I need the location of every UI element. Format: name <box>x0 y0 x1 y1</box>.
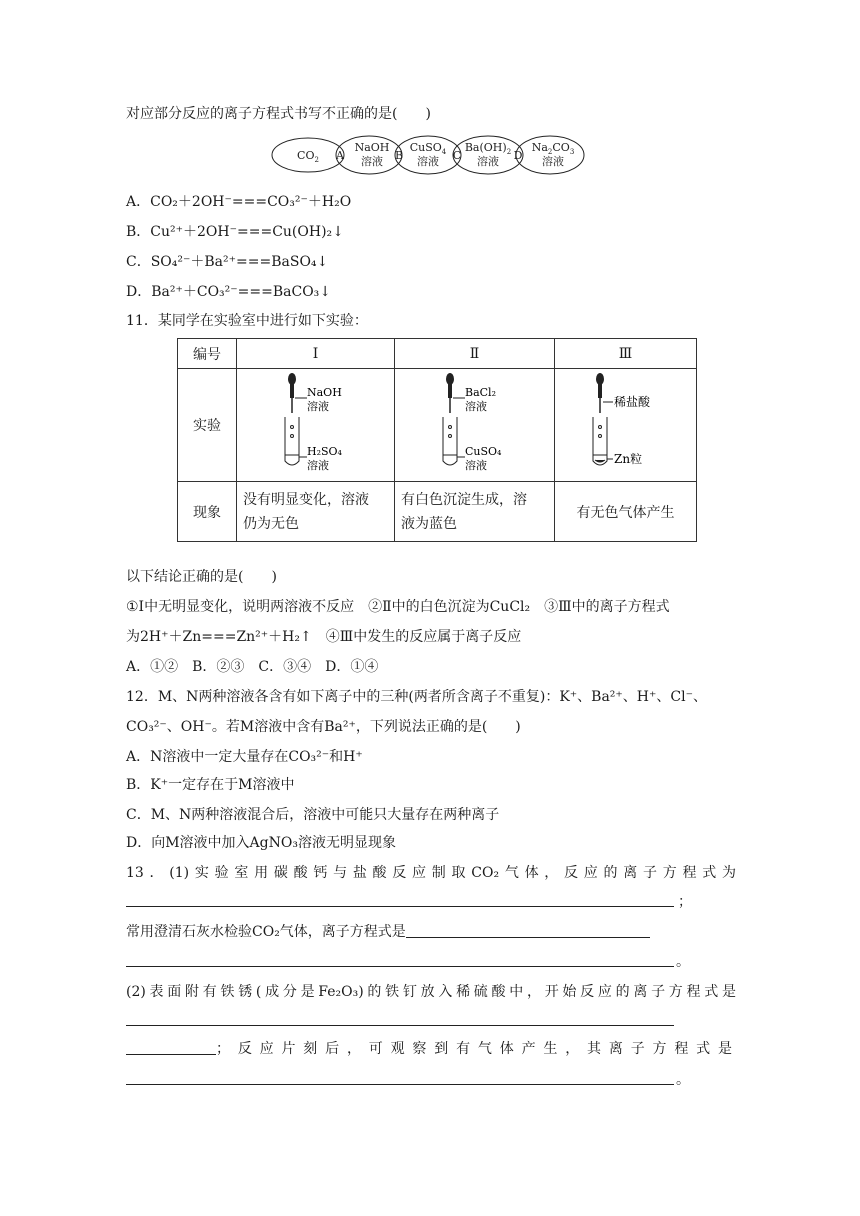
phen-2-line-1: 有白色沉淀生成，溶 <box>401 491 527 508</box>
label-na2co3: $Na_2CO_3$ <box>531 141 575 156</box>
q11-conclusion: 以下结论正确的是( ) <box>126 569 277 585</box>
apparatus-2-image <box>395 369 548 477</box>
period-2: 。 <box>676 1072 690 1088</box>
letter-a: A <box>336 149 344 162</box>
table-row-header <box>178 339 697 369</box>
reaction-chain-diagram <box>270 134 588 176</box>
semicolon-1: ； <box>678 894 692 910</box>
label-bacl2-sol: 溶液 <box>465 400 487 413</box>
cell-phen-1 <box>237 482 395 542</box>
q10-option-c: C．SO₄²⁻＋Ba²⁺===BaSO₄↓ <box>126 254 329 270</box>
q12-stem-line-2: CO₃²⁻、OH⁻。若M溶液中含有Ba²⁺，下列说法正确的是( ) <box>126 719 521 735</box>
cell-exp-1 <box>237 369 395 482</box>
label-dilute-hcl: 稀盐酸 <box>614 395 651 409</box>
test-tube-icon <box>593 417 607 465</box>
label-zn: Zn粒 <box>614 452 643 466</box>
q13-part2-line <box>126 1040 736 1058</box>
label-baoh2-sol: 溶液 <box>477 155 499 168</box>
answer-blank-6[interactable] <box>126 1084 674 1085</box>
dropper-icon <box>596 373 604 413</box>
label-cuso4-sol: 溶液 <box>465 459 487 472</box>
answer-blank-2[interactable] <box>406 923 650 938</box>
phen-2-line-2: 液为蓝色 <box>401 515 457 532</box>
label-naoh-sol: 溶液 <box>307 400 329 413</box>
label-cuso4-sol: 溶液 <box>417 155 439 168</box>
test-tube-icon <box>443 417 457 465</box>
q12-option-c: C．M、N两种溶液混合后，溶液中可能只大量存在两种离子 <box>126 807 500 823</box>
answer-blank-1[interactable] <box>126 906 674 907</box>
cell-exp-3 <box>555 369 697 482</box>
q13-part2-stem: (2)表面附有铁锈(成分是Fe₂O₃)的铁钉放入稀硫酸中，开始反应的离子方程式是 <box>126 984 736 1000</box>
label-h2so4: H₂SO₄ <box>307 445 342 458</box>
answer-blank-3[interactable] <box>126 966 674 967</box>
label-bacl2: BaCl₂ <box>465 386 496 399</box>
label-naoh: NaOH <box>307 386 342 399</box>
answer-blank-4[interactable] <box>126 1025 674 1026</box>
label-h2so4-sol: 溶液 <box>307 459 329 472</box>
row-label-phenomenon: 现象 <box>178 482 237 542</box>
q10-option-d: D．Ba²⁺＋CO₃²⁻===BaCO₃↓ <box>126 284 332 300</box>
label-naoh: NaOH <box>354 141 390 154</box>
letter-c: C <box>452 149 462 162</box>
q13-limewater-text: 常用澄清石灰水检验CO₂气体，离子方程式是 <box>126 924 406 940</box>
q12-stem-line-1: 12．M、N两种溶液各含有如下离子中的三种(两者所含离子不重复)：K⁺、Ba²⁺、H⁺、Cl⁻、 <box>126 689 707 705</box>
row-label-experiment: 实验 <box>178 369 237 482</box>
cell-phen-3: 有无色气体产生 <box>555 482 697 542</box>
label-cuso4: CuSO₄ <box>465 445 502 458</box>
q11-options: A．①② B．②③ C．③④ D．①④ <box>126 659 379 675</box>
q13-part1-stem: 13．(1)实验室用碳酸钙与盐酸反应制取CO₂气体，反应的离子方程式为 <box>126 865 736 881</box>
header-exp-3: Ⅲ <box>555 339 697 369</box>
period-1: 。 <box>676 954 690 970</box>
header-number: 编号 <box>178 339 237 369</box>
label-naoh-sol: 溶液 <box>361 155 383 168</box>
label-baoh2: $Ba(OH)_2$ <box>464 141 512 156</box>
q11-statements-line-1: ①Ⅰ中无明显变化，说明两溶液不反应 ②Ⅱ中的白色沉淀为CuCl₂ ③Ⅲ中的离子方程式 <box>126 599 670 615</box>
experiment-table <box>177 338 697 542</box>
q10-option-b: B．Cu²⁺＋2OH⁻===Cu(OH)₂↓ <box>126 224 344 240</box>
q13-part2-gas-text: ；反应片刻后，可观察到有气体产生，其离子方程式是 <box>216 1041 732 1057</box>
apparatus-1-image <box>237 369 388 477</box>
table-row-experiment <box>178 369 697 482</box>
letter-d: D <box>513 149 523 162</box>
label-cuso4: CuSO$_4$ <box>409 141 447 156</box>
letter-b: B <box>394 149 404 162</box>
dropper-icon <box>446 373 454 413</box>
apparatus-3-image <box>555 369 696 477</box>
cell-exp-2 <box>395 369 555 482</box>
q12-option-b: B．K⁺一定存在于M溶液中 <box>126 777 295 793</box>
phen-1-line-2: 仍为无色 <box>243 515 299 532</box>
header-exp-1: Ⅰ <box>237 339 395 369</box>
q11-stem: 11．某同学在实验室中进行如下实验： <box>126 313 368 329</box>
q13-part1-limewater <box>126 923 650 941</box>
q12-option-d: D．向M溶液中加入AgNO₃溶液无明显现象 <box>126 835 396 851</box>
q10-option-a: A．CO₂＋2OH⁻===CO₃²⁻＋H₂O <box>126 194 352 210</box>
test-tube-icon <box>285 417 299 465</box>
table-row-phenomenon <box>178 482 697 542</box>
q12-option-a: A．N溶液中一定大量存在CO₃²⁻和H⁺ <box>126 749 363 765</box>
cell-phen-2 <box>395 482 555 542</box>
label-co2: $CO_2$ <box>297 149 319 164</box>
label-na2co3-sol: 溶液 <box>542 155 564 168</box>
q11-statements-line-2: 为2H⁺＋Zn===Zn²⁺＋H₂↑ ④Ⅲ中发生的反应属于离子反应 <box>126 629 522 645</box>
phen-1-line-1: 没有明显变化，溶液 <box>243 491 369 508</box>
header-exp-2: Ⅱ <box>395 339 555 369</box>
answer-blank-5[interactable] <box>126 1040 216 1055</box>
q10-intro: 对应部分反应的离子方程式书写不正确的是( ) <box>126 106 431 122</box>
dropper-icon <box>288 373 296 413</box>
